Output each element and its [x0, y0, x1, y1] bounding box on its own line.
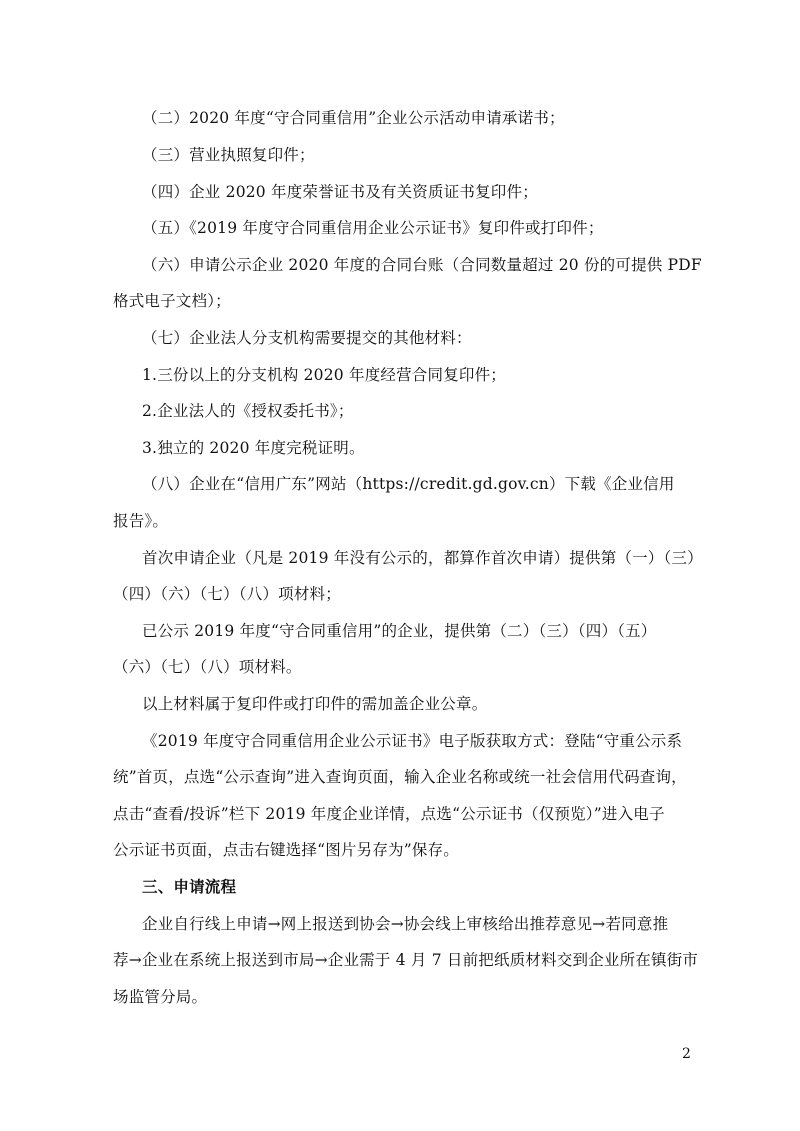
certificate-access-line-3: 点击“查看/投诉”栏下 2019 年度企业详情，点选“公示证书（仅预览）”进入电子	[113, 805, 665, 823]
item-7-branch-materials: （七）企业法人分支机构需要提交的其他材料：	[142, 329, 472, 347]
certificate-access-paragraph: 《2019 年度守合同重信用企业公示证书》电子版获取方式：登陆“守重公示系	[142, 732, 683, 750]
item-8-credit-report: （八）企业在“信用广东”网站（https://credit.gd.gov.cn）下载《企业信用	[142, 475, 675, 493]
published-2019-applicants: 已公示 2019 年度“守合同重信用”的企业，提供第（二）（三）（四）（五）	[142, 622, 657, 640]
item-5-2019-certificate: （五）《2019 年度守合同重信用企业公示证书》复印件或打印件；	[142, 219, 604, 237]
item-4-honor-certificates: （四）企业 2020 年度荣誉证书及有关资质证书复印件；	[142, 183, 538, 201]
first-time-applicants-continuation: （四）（六）（七）（八）项材料；	[113, 585, 341, 603]
application-process-line-2: 荐→企业在系统上报送到市局→企业需于 4 月 7 日前把纸质材料交到企业所在镇街市	[113, 951, 699, 969]
published-2019-applicants-continuation: （六）（七）（八）项材料。	[113, 658, 302, 676]
certificate-access-line-4: 公示证书页面，点击右键选择“图片另存为”保存。	[113, 841, 459, 859]
first-time-applicants: 首次申请企业（凡是 2019 年没有公示的，都算作首次申请）提供第（一）（三）	[142, 549, 703, 567]
certificate-access-line-2: 统”首页，点选“公示查询”进入查询页面，输入企业名称或统一社会信用代码查询，	[113, 768, 687, 786]
official-seal-note: 以上材料属于复印件或打印件的需加盖企业公章。	[142, 695, 488, 713]
application-process-line-3: 场监管分局。	[113, 988, 208, 1006]
subitem-3-tax-certificate: 3.独立的 2020 年度完税证明。	[142, 439, 365, 457]
subitem-2-authorization: 2.企业法人的《授权委托书》；	[142, 402, 354, 420]
application-process-paragraph: 企业自行线上申请→网上报送到协会→协会线上审核给出推荐意见→若同意推	[142, 915, 669, 933]
section-heading-application-process: 三、申请流程	[142, 877, 237, 896]
item-6-continuation: 格式电子文档）；	[113, 292, 231, 310]
item-6-contract-ledger: （六）申请公示企业 2020 年度的合同台账（合同数量超过 20 份的可提供 PDF	[142, 256, 702, 274]
item-2-commitment-letter: （二）2020 年度“守合同重信用”企业公示活动申请承诺书；	[142, 109, 565, 127]
item-8-continuation: 报告》。	[113, 512, 169, 530]
item-3-business-license: （三）营业执照复印件；	[142, 146, 315, 164]
subitem-1-branch-contracts: 1.三份以上的分支机构 2020 年度经营合同复印件；	[142, 366, 506, 384]
page-number: 2	[682, 1046, 691, 1062]
